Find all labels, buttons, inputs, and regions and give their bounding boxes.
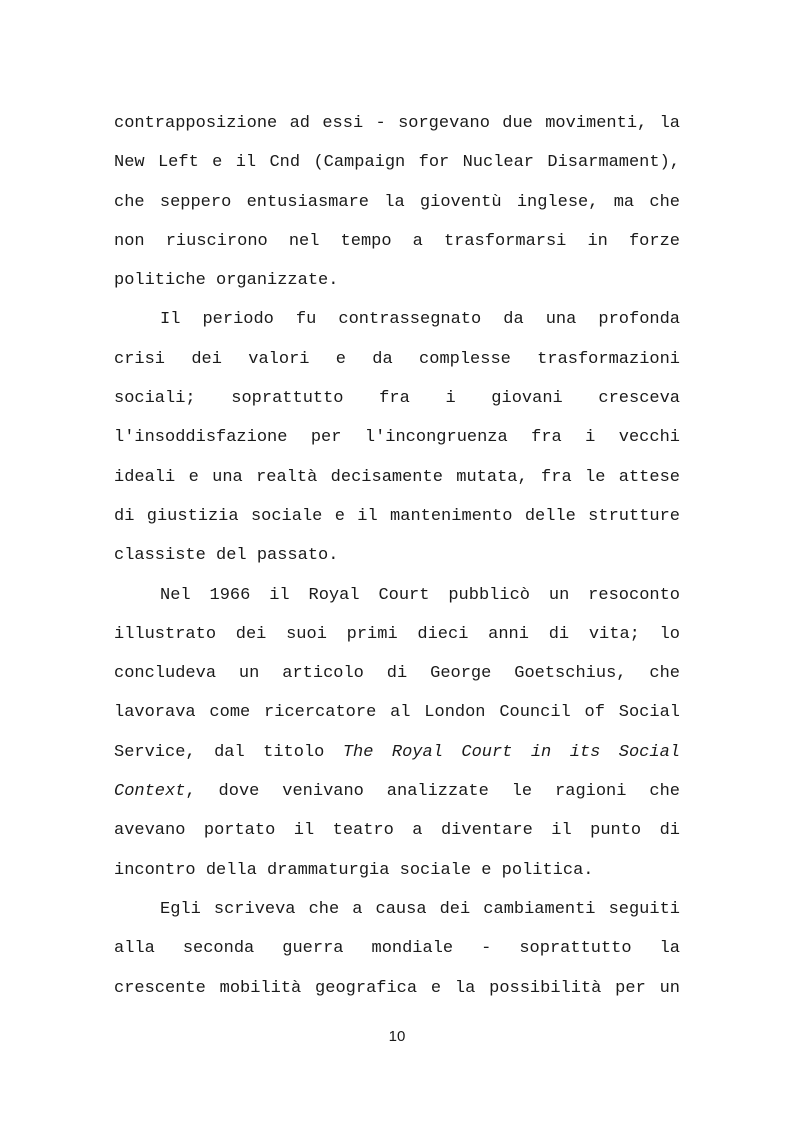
text-line: l'insoddisfazione per l'incongruenza fra i vecchi	[114, 428, 680, 448]
text-line-with-title	[114, 733, 680, 772]
text-line: concludeva un articolo di George Goetschius, che	[114, 664, 680, 684]
text-line: lavorava come ricercatore al London Council of Social	[114, 703, 680, 723]
text-line: crisi dei valori e da complesse trasformazioni	[114, 349, 680, 369]
text-line: Il periodo fu contrassegnato da una profonda	[160, 310, 680, 330]
paragraph-3	[114, 576, 680, 890]
article-title: The Royal Court in its Social	[342, 742, 680, 762]
page-number: 10	[388, 1028, 406, 1045]
text-line: che seppero entusiasmare la gioventù inglese, ma che	[114, 192, 680, 212]
text-line: avevano portato il teatro a diventare il punto di	[114, 821, 680, 841]
text-line: sociali; soprattutto fra i giovani cresceva	[114, 389, 680, 409]
text-line: ideali e una realtà decisamente mutata, fra le attese	[114, 467, 680, 487]
text-line: politiche organizzate.	[114, 271, 339, 291]
text-line: classiste del passato.	[114, 546, 339, 566]
page-body	[114, 104, 680, 1008]
text-line: illustrato dei suoi primi dieci anni di vita; lo	[114, 624, 680, 644]
paragraph-4	[114, 890, 680, 1008]
article-title-end: Context	[114, 782, 186, 802]
paragraph-1	[114, 104, 680, 300]
text-line-with-title	[114, 772, 680, 811]
text-line: incontro della drammaturgia sociale e politica.	[114, 860, 594, 880]
text-line: New Left e il Cnd (Campaign for Nuclear Disarmament),	[114, 153, 680, 173]
text-line: crescente mobilità geografica e la possibilità per un	[114, 978, 680, 998]
text-span: , dove venivano analizzate le ragioni che	[185, 782, 680, 802]
text-line: non riuscirono nel tempo a trasformarsi in forze	[114, 231, 680, 251]
text-span: Service, dal titolo	[114, 742, 325, 762]
paragraph-2	[114, 300, 680, 575]
text-line: Nel 1966 il Royal Court pubblicò un resoconto	[160, 585, 680, 605]
text-line: di giustizia sociale e il mantenimento delle strutture	[114, 506, 680, 526]
text-line: alla seconda guerra mondiale - soprattutto la	[114, 939, 680, 959]
text-line: contrapposizione ad essi - sorgevano due movimenti, la	[114, 114, 680, 133]
text-line: Egli scriveva che a causa dei cambiamenti seguiti	[160, 899, 680, 919]
